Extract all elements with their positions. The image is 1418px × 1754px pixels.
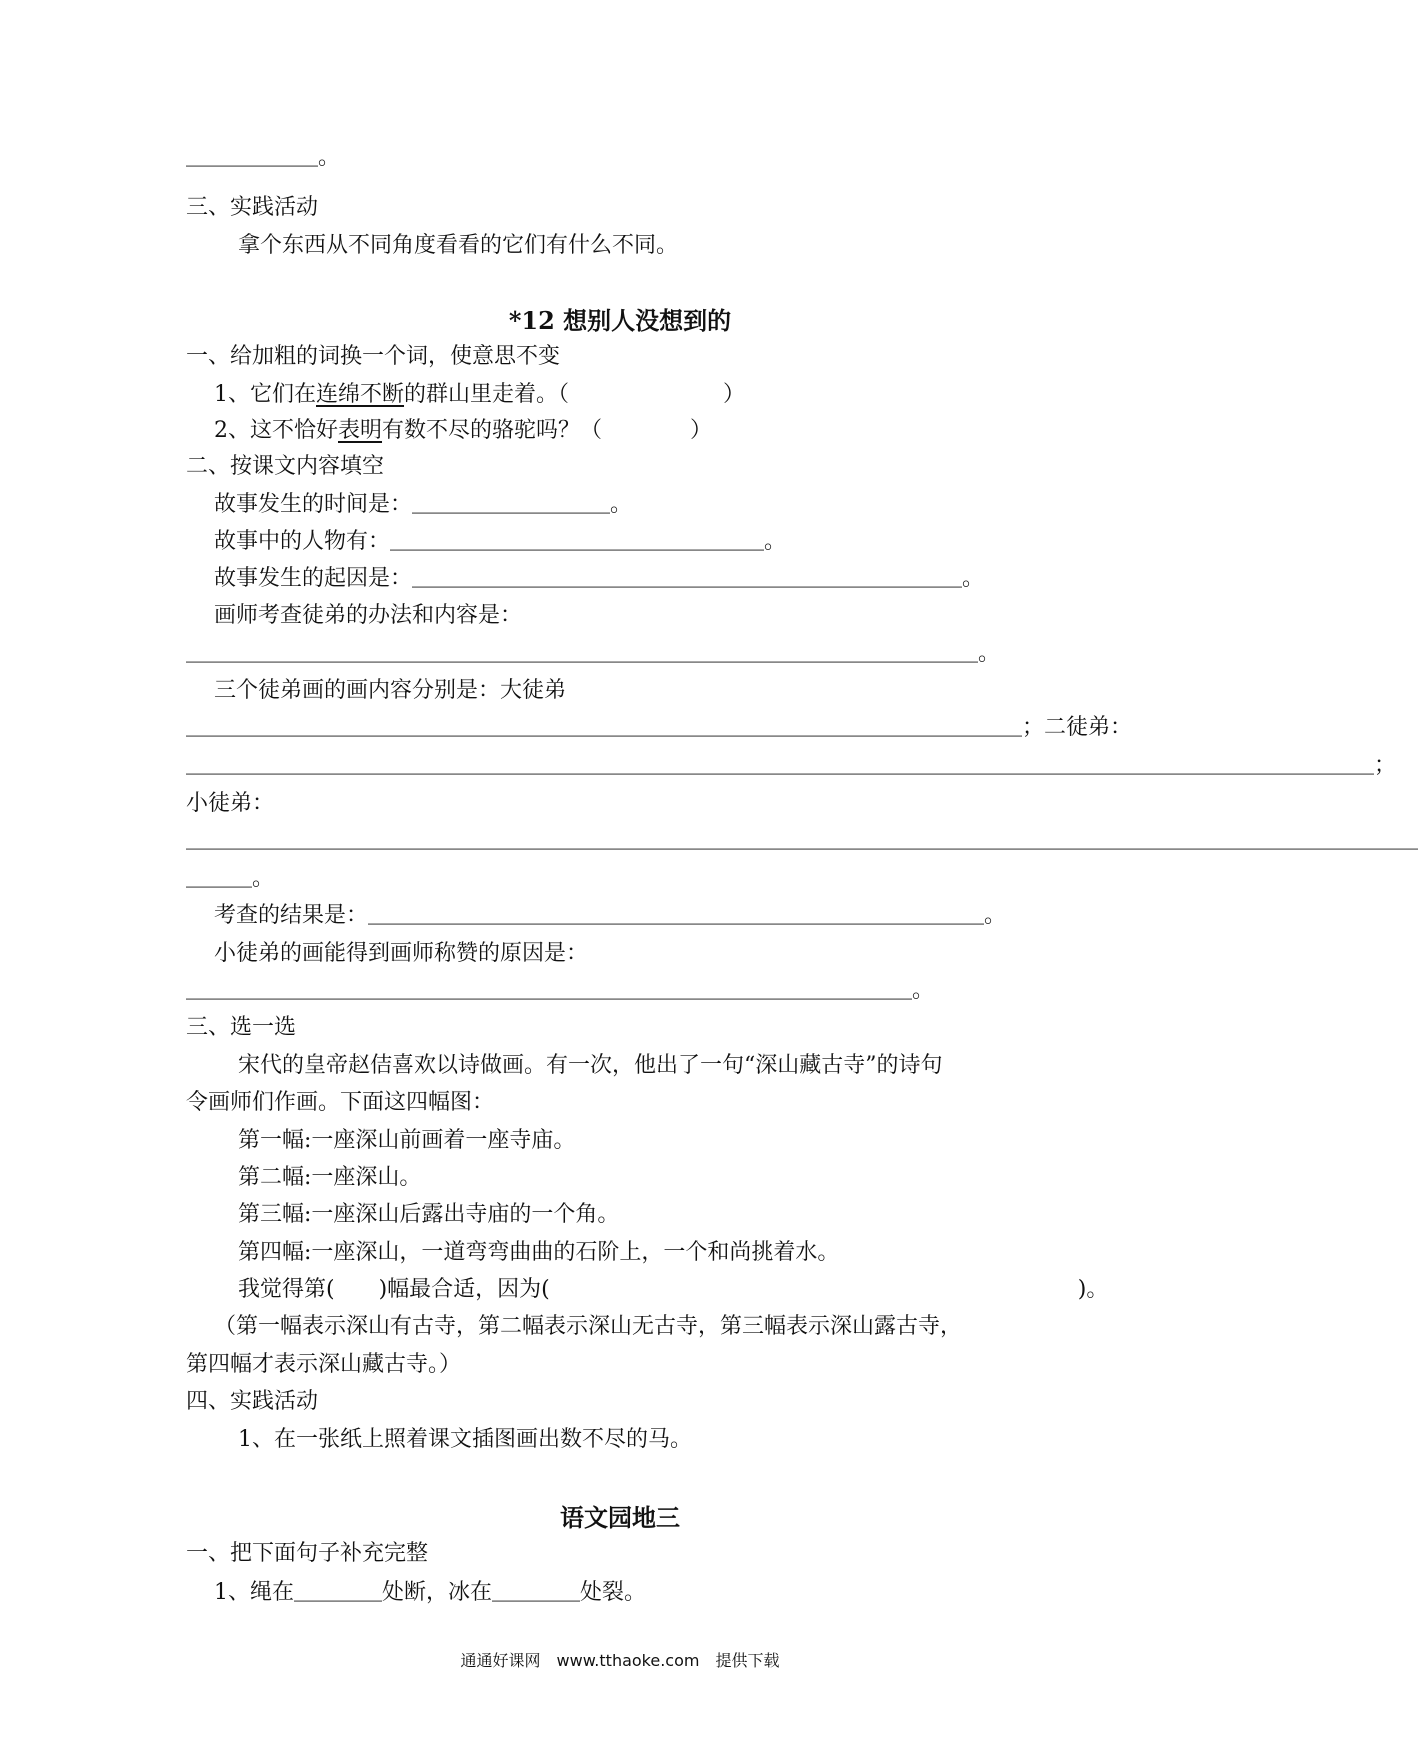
fill-small-apprentice: 小徒弟： <box>186 791 275 816</box>
fill-reason: 小徒弟的画能得到画师称赞的原因是： <box>214 941 589 966</box>
section-heading-activity: 四、实践活动 <box>186 1389 319 1414</box>
question-2-suffix: 有数不尽的骆驼吗？（ ） <box>382 418 713 443</box>
question-2 <box>214 416 712 446</box>
fill-people: 故事中的人物有：＿＿＿＿＿＿＿＿＿＿＿＿＿＿＿＿＿。 <box>214 529 787 554</box>
fill-big-apprentice-blank: ＿＿＿＿＿＿＿＿＿＿＿＿＿＿＿＿＿＿＿＿＿＿＿＿＿＿＿＿＿＿＿＿＿＿＿＿＿＿；二徒弟： <box>186 715 1133 740</box>
picture-4: 第四幅:一座深山，一道弯弯曲曲的石阶上，一个和尚挑着水。 <box>238 1240 840 1265</box>
choose-answer: 我觉得第( )幅最合适，因为( )。 <box>238 1277 1109 1302</box>
question-2-prefix: 2、这不恰好 <box>214 418 338 443</box>
garden-title: 语文园地三 <box>560 1503 680 1532</box>
fill-time: 故事发生的时间是：＿＿＿＿＿＿＿＿＿。 <box>214 492 633 517</box>
section-heading-fill: 二、按课文内容填空 <box>186 454 385 479</box>
question-1-prefix: 1、它们在 <box>214 382 316 407</box>
activity-item-1: 1、在一张纸上照着课文插图画出数不尽的马。 <box>238 1427 692 1452</box>
underlined-word-1: 连绵不断 <box>316 382 405 407</box>
activity-text: 拿个东西从不同角度看看的它们有什么不同。 <box>238 233 679 258</box>
choose-note-2: 第四幅才表示深山藏古寺。） <box>186 1352 462 1377</box>
fill-small-apprentice-blank-1: ＿＿＿＿＿＿＿＿＿＿＿＿＿＿＿＿＿＿＿＿＿＿＿＿＿＿＿＿＿＿＿＿＿＿＿＿＿＿＿＿＿＿＿＿＿＿＿＿＿＿＿＿＿＿＿＿ <box>186 828 1418 853</box>
picture-1: 第一幅:一座深山前画着一座寺庙。 <box>238 1128 576 1153</box>
fill-result: 考查的结果是：＿＿＿＿＿＿＿＿＿＿＿＿＿＿＿＿＿＿＿＿＿＿＿＿＿＿＿＿。 <box>214 903 1007 928</box>
section-heading-replace-word: 一、给加粗的词换一个词，使意思不变 <box>186 344 561 369</box>
picture-3: 第三幅:一座深山后露出寺庙的一个角。 <box>238 1202 620 1227</box>
blank-line-end: ＿＿＿＿＿＿。 <box>186 145 341 170</box>
fill-small-apprentice-blank-2: ＿＿＿。 <box>186 866 275 891</box>
picture-2: 第二幅:一座深山。 <box>238 1165 422 1190</box>
fill-cause: 故事发生的起因是：＿＿＿＿＿＿＿＿＿＿＿＿＿＿＿＿＿＿＿＿＿＿＿＿＿。 <box>214 566 985 591</box>
footer-credit: 通通好课网 www.tthaoke.com 提供下载 <box>460 1651 780 1670</box>
question-1 <box>214 380 745 410</box>
complete-item-1: 1、绳在＿＿＿＿处断，冰在＿＿＿＿处裂。 <box>214 1580 646 1605</box>
fill-method: 画师考查徒弟的办法和内容是： <box>214 603 523 628</box>
lesson-title: *12 想别人没想到的 <box>508 306 732 335</box>
section-heading-choose: 三、选一选 <box>186 1015 297 1040</box>
choose-paragraph-2: 令画师们作画。下面这四幅图： <box>186 1090 495 1115</box>
question-1-suffix: 的群山里走着。（ ） <box>404 382 746 407</box>
section-heading-practice: 三、实践活动 <box>186 195 319 220</box>
underlined-word-2: 表明 <box>338 418 383 443</box>
fill-method-blank: ＿＿＿＿＿＿＿＿＿＿＿＿＿＿＿＿＿＿＿＿＿＿＿＿＿＿＿＿＿＿＿＿＿＿＿＿。 <box>186 641 1001 666</box>
fill-reason-blank: ＿＿＿＿＿＿＿＿＿＿＿＿＿＿＿＿＿＿＿＿＿＿＿＿＿＿＿＿＿＿＿＿＿。 <box>186 978 935 1003</box>
choose-paragraph-1: 宋代的皇帝赵佶喜欢以诗做画。有一次，他出了一句“深山藏古寺”的诗句 <box>238 1053 943 1078</box>
fill-second-apprentice-blank: ＿＿＿＿＿＿＿＿＿＿＿＿＿＿＿＿＿＿＿＿＿＿＿＿＿＿＿＿＿＿＿＿＿＿＿＿＿＿＿＿＿＿＿＿＿＿＿＿＿＿＿＿＿＿； <box>186 753 1397 778</box>
choose-note-1: （第一幅表示深山有古寺，第二幅表示深山无古寺，第三幅表示深山露古寺， <box>214 1314 963 1339</box>
fill-three-apprentices: 三个徒弟画的画内容分别是：大徒弟 <box>214 678 567 703</box>
section-heading-complete: 一、把下面句子补充完整 <box>186 1541 429 1566</box>
